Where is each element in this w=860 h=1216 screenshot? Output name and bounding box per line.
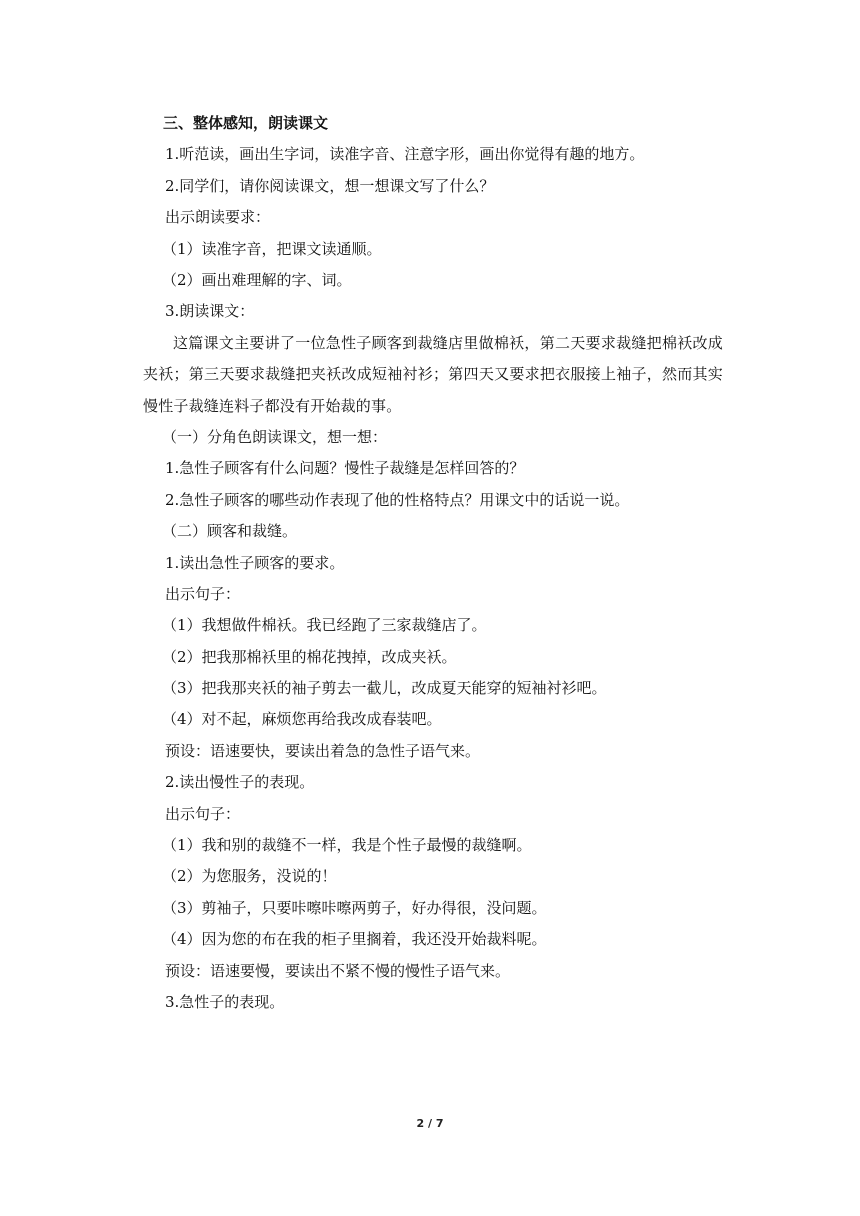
document-body	[143, 108, 723, 1018]
text-line: （4）因为您的布在我的柜子里搁着，我还没开始裁料呢。	[162, 930, 547, 949]
text-line: （3）剪袖子，只要咔嚓咔嚓两剪子，好办得很，没问题。	[162, 898, 547, 917]
text-line: 出示朗读要求：	[165, 208, 271, 227]
section-heading: 三、整体感知，朗读课文	[163, 114, 329, 132]
text-line: 2.同学们，请你阅读课文，想一想课文写了什么？	[165, 176, 495, 195]
text-line: （4）对不起，麻烦您再给我改成春装吧。	[162, 710, 442, 729]
text-line: 出示句子：	[165, 584, 241, 603]
text-line: 1.读出急性子顾客的要求。	[165, 553, 345, 572]
text-line: （1）读准字音，把课文读通顺。	[162, 239, 382, 258]
summary-paragraph-wrap	[143, 328, 723, 422]
text-line: 2.急性子顾客的哪些动作表现了他的性格特点？用课文中的话说一说。	[165, 490, 630, 509]
text-line: 预设：语速要快，要读出着急的急性子语气来。	[165, 741, 481, 760]
text-line: （1）我和别的裁缝不一样，我是个性子最慢的裁缝啊。	[162, 836, 532, 855]
text-line: （1）我想做件棉袄。我已经跑了三家裁缝店了。	[162, 616, 487, 635]
text-line: （2）把我那棉袄里的棉花拽掉，改成夹袄。	[162, 647, 457, 666]
text-line: 1.听范读，画出生字词，读准字音、注意字形，画出你觉得有趣的地方。	[165, 145, 645, 164]
text-line: （2）为您服务，没说的！	[162, 867, 337, 886]
text-line: （3）把我那夹袄的袖子剪去一截儿，改成夏天能穿的短袖衬衫吧。	[162, 679, 607, 698]
text-line: 出示句子：	[165, 804, 241, 823]
summary-paragraph: 这篇课文主要讲了一位急性子顾客到裁缝店里做棉袄，第二天要求裁缝把棉袄改成夹袄；第三天要求裁缝把夹袄改成短袖衬衫；第四天又要求把衣服接上袖子，然而其实慢性子裁缝连料子都没有开始裁的事。	[143, 333, 723, 415]
page-number: 2 / 7	[416, 1117, 444, 1130]
text-line: （一）分角色朗读课文，想一想：	[162, 427, 388, 446]
text-line: （二）顾客和裁缝。	[162, 522, 298, 541]
text-line: 2.读出慢性子的表现。	[165, 773, 315, 792]
text-line: （2）画出难理解的字、词。	[162, 270, 352, 289]
text-line: 3.急性子的表现。	[165, 992, 285, 1011]
text-line: 预设：语速要慢，要读出不紧不慢的慢性子语气来。	[165, 961, 511, 980]
text-line: 3.朗读课文：	[165, 302, 255, 321]
text-line: 1.急性子顾客有什么问题？慢性子裁缝是怎样回答的？	[165, 459, 525, 478]
